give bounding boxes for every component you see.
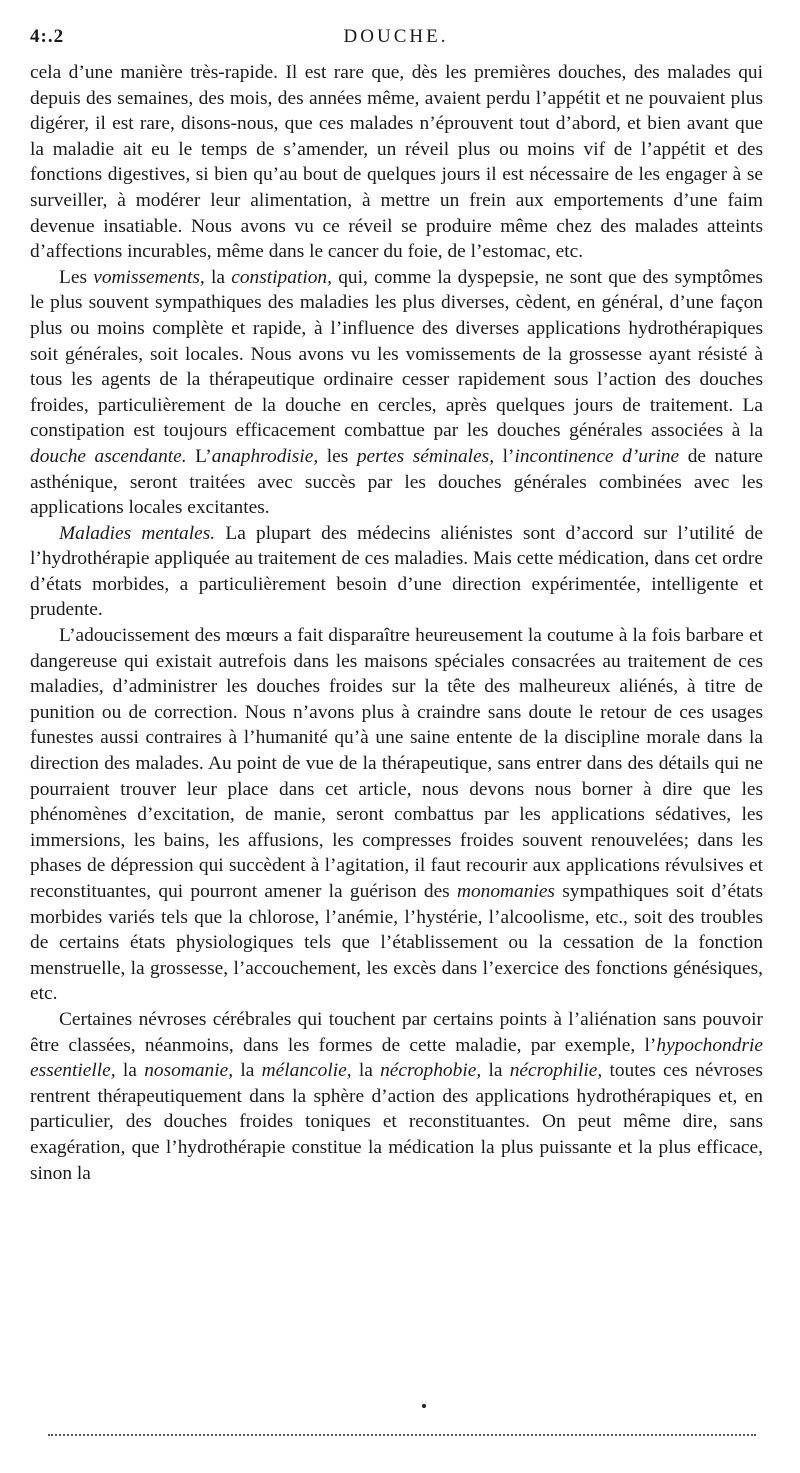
text-segment: cela d’une manière très-rapide. Il est rare que, dès les premières douches, des malades qui depuis des semaines, des mois, des années même, avaient perdu l’appétit et ne pouvaient plus digérer, il est rare, disons-nous, que ces malades n’éprouvent tout d’abord, et bien avant que la maladie ait eu le temps de s’amender, un réveil plus ou moins vif de l’appétit et des fonctions digestives, si bien qu’au bout de quelques jours il est nécessaire de les engager à se surveiller, à modérer leur alimentation, à mettre un frein aux emportements d’une faim devenue insatiable. Nous avons vu ce réveil se produire même chez des malades atteints d’affections incurables, même dans le cancer du foie, de l’estomac, etc. [30, 62, 763, 263]
page-header [30, 26, 762, 56]
paragraph [30, 521, 763, 623]
text-segment: Les [59, 266, 94, 288]
italic-term: incontinence d’urine [514, 445, 680, 467]
text-segment: la [351, 1060, 381, 1082]
text-segment: toutes ces névroses rentrent thérapeutiquement dans la sphère d’action des applications hydrothérapiques et, en particulier, des douches froides toniques et reconstituantes. On peut même dire, sans exagération, que l’hydrothérapie constitue la médication la plus puissante et la plus efficace, sinon la [30, 1060, 763, 1184]
ink-speck [422, 1404, 426, 1408]
paragraph [30, 623, 763, 1007]
text-segment: de nature asthénique, seront traitées avec succès par les douches générales combinées avec les applications locales excitantes. [30, 445, 764, 519]
text-segment: la [233, 1060, 262, 1082]
paragraph [30, 265, 763, 521]
text-segment: La plupart des médecins aliénistes sont d’accord sur l’utilité de l’hydrothérapie appliquée au traitement de ces maladies. Mais cette médication, dans cet ordre d’états morbides, a particulièrement besoin d’une direction expérimentée, intelligente et prudente. [30, 522, 764, 621]
text-segment: la [481, 1060, 510, 1082]
text-segment: L’ [186, 445, 212, 467]
text-segment: Certaines névroses cérébrales qui touchent par certains points à l’aliénation sans pouvoir être classées, néanmoins, dans les formes de cette maladie, par exemple, l’ [30, 1008, 763, 1056]
text-segment: sympathiques soit d’états morbides variés tels que la chlorose, l’anémie, l’hystérie, l’alcoolisme, etc., soit des troubles de certains états physiologiques tels que l’établissement ou la cessation de la fonction menstruelle, la grossesse, l’accouchement, les excès dans l’exercice des fonctions génésiques, etc. [30, 881, 763, 1005]
italic-term: pertes séminales, [356, 445, 495, 467]
footer-dotted-rule [48, 1434, 756, 1436]
italic-term: vomissements, [93, 266, 205, 288]
italic-term: anaphrodisie, [211, 445, 319, 467]
text-segment: l’ [494, 445, 515, 467]
italic-term: douche ascendante. [30, 445, 187, 467]
paragraph [30, 60, 763, 265]
italic-term: nécrophilie, [509, 1060, 603, 1082]
italic-term: mélancolie, [261, 1060, 352, 1082]
section-heading-italic: Maladies mentales. [59, 522, 216, 544]
text-segment: la [204, 266, 232, 288]
italic-term: nosomanie, [144, 1060, 234, 1082]
italic-term: monomanies [456, 881, 555, 902]
text-segment: qui, comme la dyspepsie, ne sont que des symptômes le plus souvent sympathiques des maladies les plus diverses, cèdent, en général, d’une façon plus ou moins complète et rapide, à l’influence des diverses applications hydrothérapiques soit générales, soit locales. Nous avons vu les vomissements de la grossesse ayant résisté à tous les agents de la thérapeutique ordinaire cesser rapidement sous l’action des douches froides, particulièrement de la douche en cercles, après quelques jours de traitement. La constipation est toujours efficacement combattue par les douches générales associées à la [30, 266, 763, 442]
italic-term: hypochondrie essentielle, [30, 1034, 763, 1082]
page-number: 4:.2 [30, 26, 65, 47]
text-segment: L’adoucissement des mœurs a fait disparaître heureusement la coutume à la fois barbare et dangereuse qui existait autrefois dans les maisons spéciales consacrées au traitement de ces maladies, d’administrer les douches froides sur la tête des malheureux aliénés, à titre de punition ou de correction. Nous n’avons plus à craindre sans doute le retour de ces usages funestes aussi contraires à l’humanité qu’à une saine entente de la discipline morale dans la direction des malades. Au point de vue de la thérapeutique, sans entrer dans des détails qui ne pourraient trouver leur place dans cet article, nous devons nous borner à dire que les phénomènes d’excitation, de manie, seront combattus par les applications sédatives, les immersions, les bains, les affusions, les compresses froides souvent renouvelées; dans les phases de dépression qui succèdent à l’agitation, il faut recourir aux applications révulsives et reconstituantes, qui pourront amener la guérison des [30, 625, 763, 902]
italic-term: constipation, [231, 266, 332, 288]
italic-term: nécrophobie, [380, 1060, 482, 1082]
text-segment: la [115, 1060, 145, 1082]
paragraph [30, 1007, 763, 1186]
article-body [30, 60, 763, 1186]
running-head: DOUCHE. [343, 26, 449, 47]
text-segment: les [318, 445, 357, 467]
